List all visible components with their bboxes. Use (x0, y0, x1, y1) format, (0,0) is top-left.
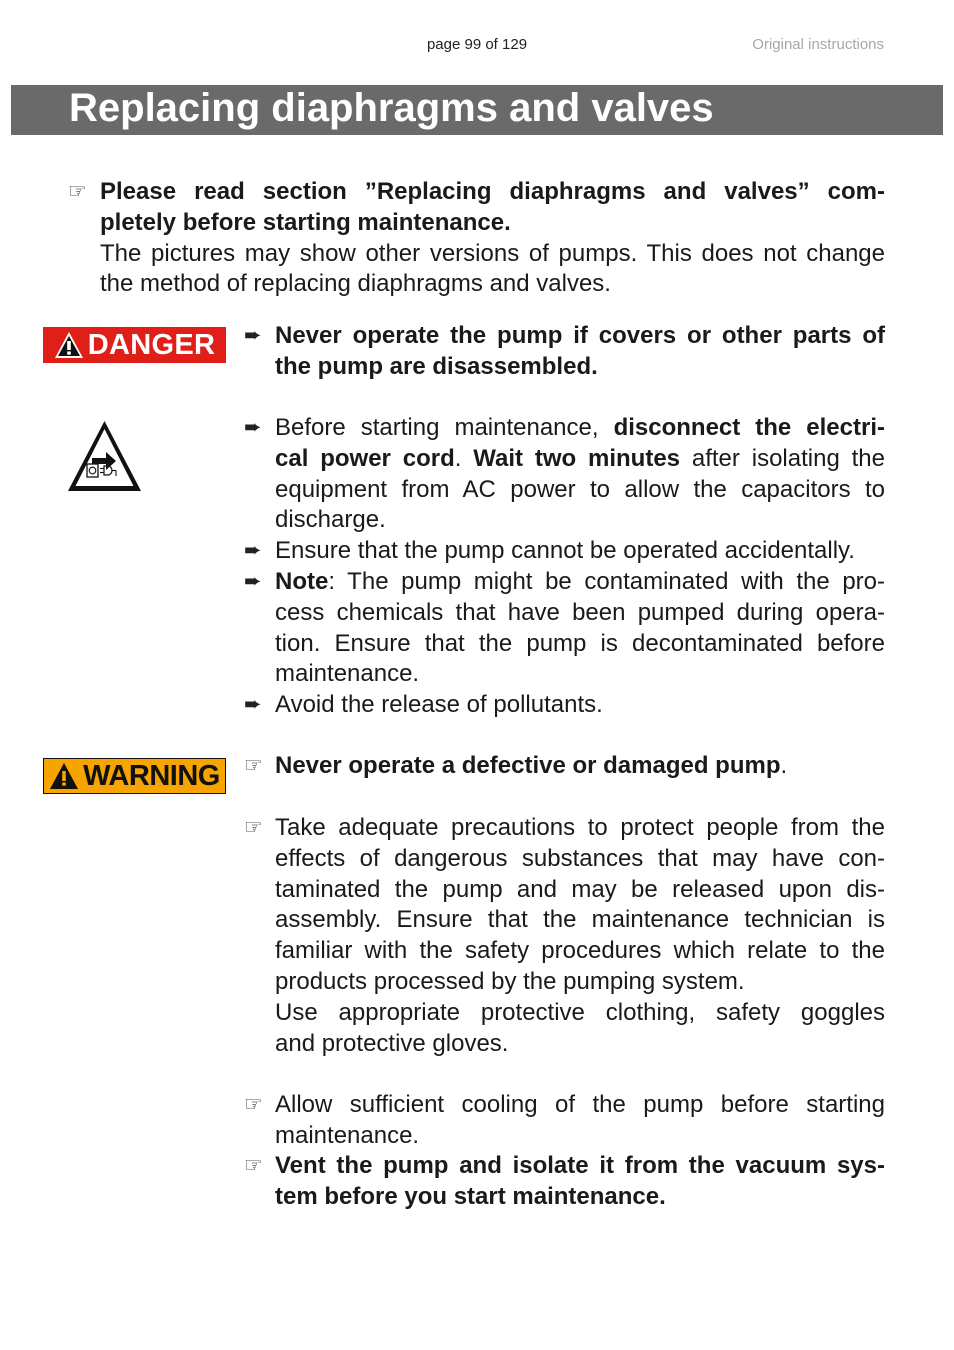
danger-label (43, 327, 226, 363)
intro-line: the method of replacing diaphragms and valves. (100, 270, 611, 298)
text-line: the pump are disassembled. (275, 352, 598, 380)
intro-note (100, 177, 885, 300)
hand-pointer-icon: ☞ (244, 816, 263, 839)
text-fragment: Wait two minutes (473, 444, 681, 472)
hand-pointer-icon: ☞ (244, 1154, 263, 1177)
arrow-bullet-icon: ➨ (244, 539, 262, 562)
warning-label-text: WARNING (83, 759, 220, 792)
text-line: tion. Ensure that the pump is decontaminated before (275, 629, 885, 657)
arrow-bullet-icon: ➨ (244, 693, 262, 716)
text-line: maintenance. (275, 1121, 420, 1149)
document-label: Original instructions (752, 36, 884, 53)
warning-label (43, 758, 226, 794)
warning-item (275, 813, 885, 1059)
text-line: Ensure that the pump cannot be operated accidentally. (275, 537, 855, 564)
danger-label-text: DANGER (87, 328, 216, 361)
text-line: Vent the pump and isolate it from the vacuum sys- (275, 1152, 885, 1179)
danger-item (275, 536, 895, 567)
disconnect-power-hazard-icon (66, 418, 143, 494)
text-fragment: Before starting maintenance, (275, 414, 614, 441)
page-number: page 99 of 129 (426, 36, 528, 53)
arrow-bullet-icon: ➨ (244, 416, 262, 439)
text-line: tem before you start maintenance. (275, 1182, 666, 1210)
text-fragment: Note (275, 568, 329, 595)
intro-line: Please read section ”Replacing diaphragms and valves” com- (100, 178, 885, 205)
text-line: discharge. (275, 506, 386, 534)
text-line: and protective gloves. (275, 1029, 509, 1057)
hand-pointer-icon: ☞ (244, 754, 263, 777)
hand-pointer-icon: ☞ (244, 1093, 263, 1116)
text-fragment: disconnect the electri- (613, 414, 885, 441)
warning-item (275, 1090, 885, 1152)
text-fragment: cal power cord (275, 444, 455, 472)
intro-line: The pictures may show other versions of pumps. This does not change (100, 239, 885, 267)
text-fragment: . (780, 752, 788, 779)
danger-item (275, 413, 885, 536)
text-fragment: : The pump might be contaminated with the pro- (328, 568, 885, 595)
text-line: taminated the pump and may be released upon dis- (275, 875, 885, 903)
arrow-bullet-icon: ➨ (244, 570, 262, 593)
arrow-bullet-icon: ➨ (244, 324, 262, 347)
section-title: Replacing diaphragms and valves (69, 86, 714, 130)
text-line: equipment from AC power to allow the capacitors to (275, 475, 885, 503)
warning-item (275, 751, 885, 782)
hand-pointer-icon: ☞ (68, 180, 87, 203)
section-title-bar (11, 85, 943, 135)
text-line: assembly. Ensure that the maintenance technician is (275, 906, 885, 934)
exclamation-triangle-icon (54, 331, 84, 359)
text-line: Avoid the release of pollutants. (275, 691, 603, 718)
danger-item (275, 690, 885, 721)
danger-item (275, 321, 885, 383)
text-line: familiar with the safety procedures which relate to the (275, 937, 885, 965)
text-line: Use appropriate protective clothing, safety goggles (275, 998, 885, 1026)
text-line: effects of dangerous substances that may have con- (275, 844, 885, 872)
text-fragment: after isolating the (680, 444, 885, 472)
text-line: products processed by the pumping system. (275, 967, 745, 995)
text-line: Take adequate precautions to protect people from the (275, 814, 885, 841)
exclamation-triangle-icon (49, 762, 79, 790)
danger-item (275, 567, 885, 690)
text-line: Allow sufficient cooling of the pump before starting (275, 1091, 885, 1118)
text-fragment: . (454, 444, 474, 472)
text-line: cess chemicals that have been pumped during opera- (275, 598, 885, 626)
intro-line: pletely before starting maintenance. (100, 208, 511, 236)
text-line: maintenance. (275, 660, 420, 688)
text-line: Never operate the pump if covers or other parts of (275, 322, 885, 349)
warning-item (275, 1151, 885, 1213)
text-fragment: Never operate a defective or damaged pump (275, 752, 781, 779)
